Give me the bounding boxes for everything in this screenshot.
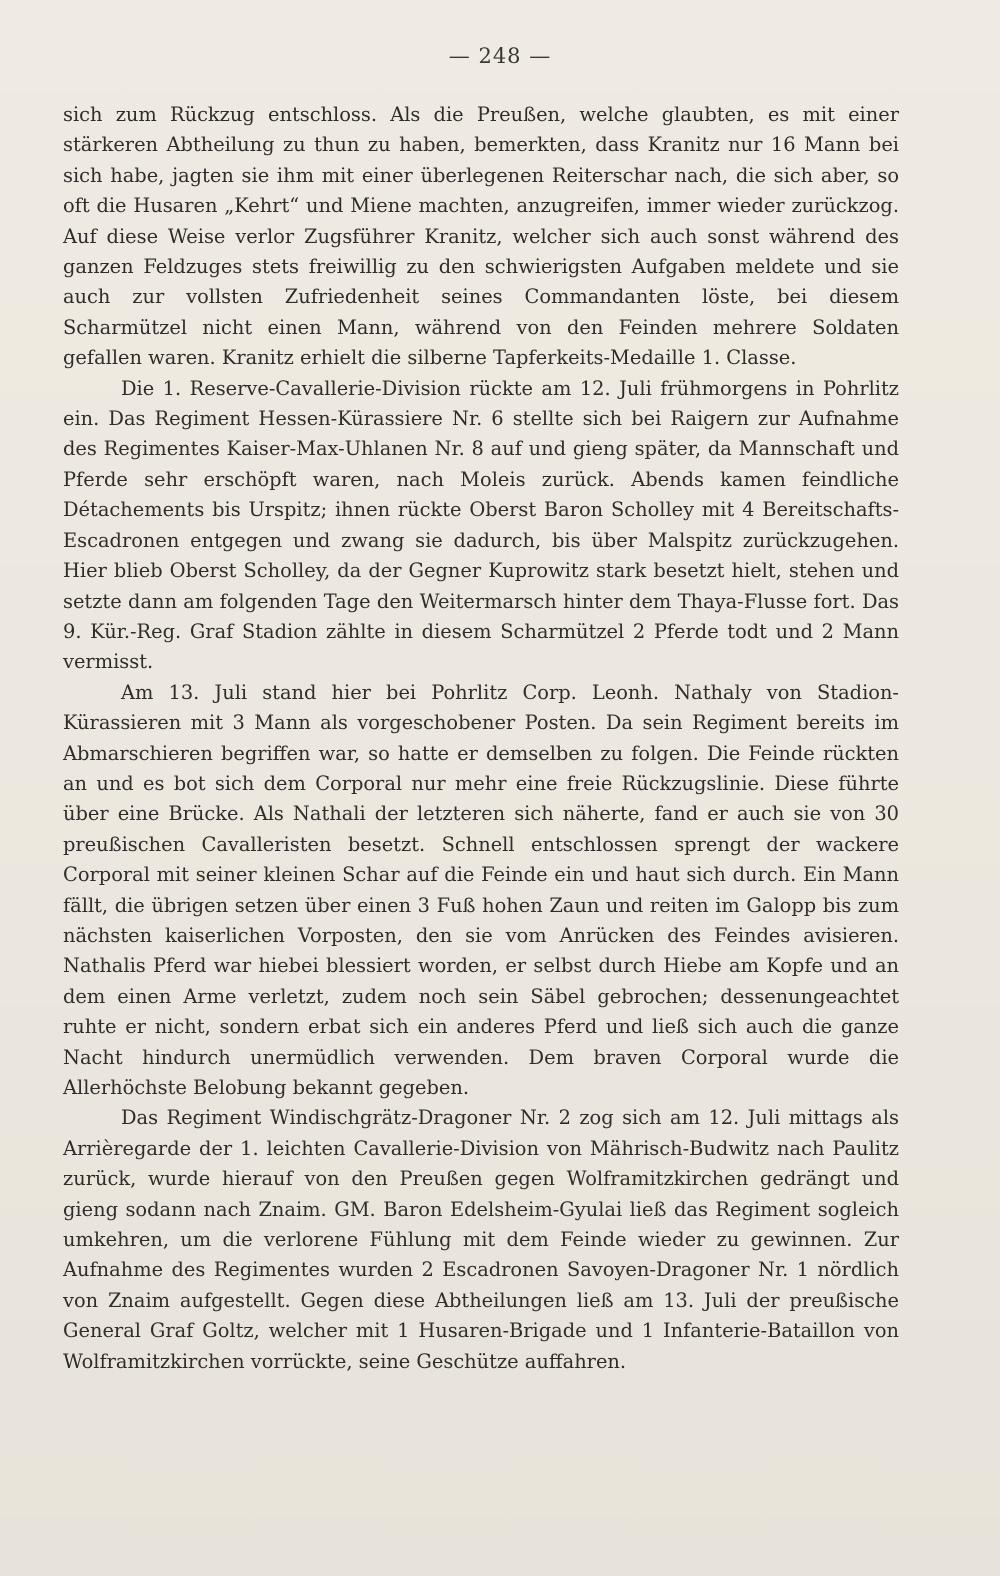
page-number: — 248 — — [448, 44, 552, 68]
body-text — [63, 100, 899, 1377]
paragraph: sich zum Rückzug entschloss. Als die Preußen, welche glaubten, es mit einer stärkeren Abtheilung zu thun zu haben, bemerkten, dass Kranitz nur 16 Mann bei sich habe, jagten sie ihm mit einer überlegenen Reiterschar nach, die sich aber, so oft die Husaren „Kehrt“ und Miene machten, anzugreifen, immer wieder zurückzog. Auf diese Weise verlor Zugsführer Kranitz, welcher sich auch sonst während des ganzen Feldzuges stets freiwillig zu den schwierigsten Aufgaben meldete und sie auch zur vollsten Zufriedenheit seines Commandanten löste, bei diesem Scharmützel nicht einen Mann, während von den Feinden mehrere Soldaten gefallen waren. Kranitz erhielt die silberne Tapferkeits-Medaille 1. Classe. — [63, 103, 899, 370]
paragraph: Die 1. Reserve-Cavallerie-Division rückte am 12. Juli frühmorgens in Pohrlitz ein. Das Regiment Hessen-Kürassiere Nr. 6 stellte sich bei Raigern zur Aufnahme des Regimentes Kaiser-Max-Uhlanen Nr. 8 auf und gieng später, da Mannschaft und Pferde sehr erschöpft waren, nach Moleis zurück. Abends kamen feindliche Détachements bis Urspitz; ihnen rückte Oberst Baron Scholley mit 4 Bereitschafts-Escadronen entgegen und zwang sie dadurch, bis über Malspitz zurückzugehen. Hier blieb Oberst Scholley, da der Gegner Kuprowitz stark besetzt hielt, stehen und setzte dann am folgenden Tage den Weitermarsch hinter dem Thaya-Flusse fort. Das 9. Kür.-Reg. Graf Stadion zählte in diesem Scharmützel 2 Pferde todt und 2 Mann vermisst. — [63, 376, 899, 674]
paragraph: Am 13. Juli stand hier bei Pohrlitz Corp. Leonh. Nathaly von Stadion-Kürassieren mit 3 Mann als vorgeschobener Posten. Da sein Regiment bereits im Abmarschieren begriffen war, so hatte er demselben zu folgen. Die Feinde rückten an und es bot sich dem Corporal nur mehr eine freie Rückzugslinie. Diese führte über eine Brücke. Als Nathali der letzteren sich näherte, fand er auch sie von 30 preußischen Cavalleristen besetzt. Schnell entschlossen sprengt der wackere Corporal mit seiner kleinen Schar auf die Feinde ein und haut sich durch. Ein Mann fällt, die übrigen setzen über einen 3 Fuß hohen Zaun und reiten im Galopp bis zum nächsten kaiserlichen Vorposten, den sie vom Anrücken des Feindes avisieren. Nathalis Pferd war hiebei blessiert worden, er selbst durch Hiebe am Kopfe und an dem einen Arme verletzt, zudem noch sein Säbel gebrochen; dessenungeachtet ruhte er nicht, sondern erbat sich ein anderes Pferd und ließ sich auch die ganze Nacht hindurch unermüdlich verwenden. Dem braven Corporal wurde die Allerhöchste Belobung bekannt gegeben. — [63, 680, 899, 1099]
paragraph: Das Regiment Windischgrätz-Dragoner Nr. 2 zog sich am 12. Juli mittags als Arrièregarde der 1. leichten Cavallerie-Division von Mährisch-Budwitz nach Paulitz zurück, wurde hierauf von den Preußen gegen Wolframitzkirchen gedrängt und gieng sodann nach Znaim. GM. Baron Edelsheim-Gyulai ließ das Regiment sogleich umkehren, um die verlorene Fühlung mit dem Feinde wieder zu gewinnen. Zur Aufnahme des Regimentes wurden 2 Escadronen Savoyen-Dragoner Nr. 1 nördlich von Znaim aufgestellt. Gegen diese Abtheilungen ließ am 13. Juli der preußische General Graf Goltz, welcher mit 1 Husaren-Brigade und 1 Infanterie-Bataillon von Wolframitzkirchen vorrückte, seine Geschütze auffahren. — [63, 1106, 899, 1373]
